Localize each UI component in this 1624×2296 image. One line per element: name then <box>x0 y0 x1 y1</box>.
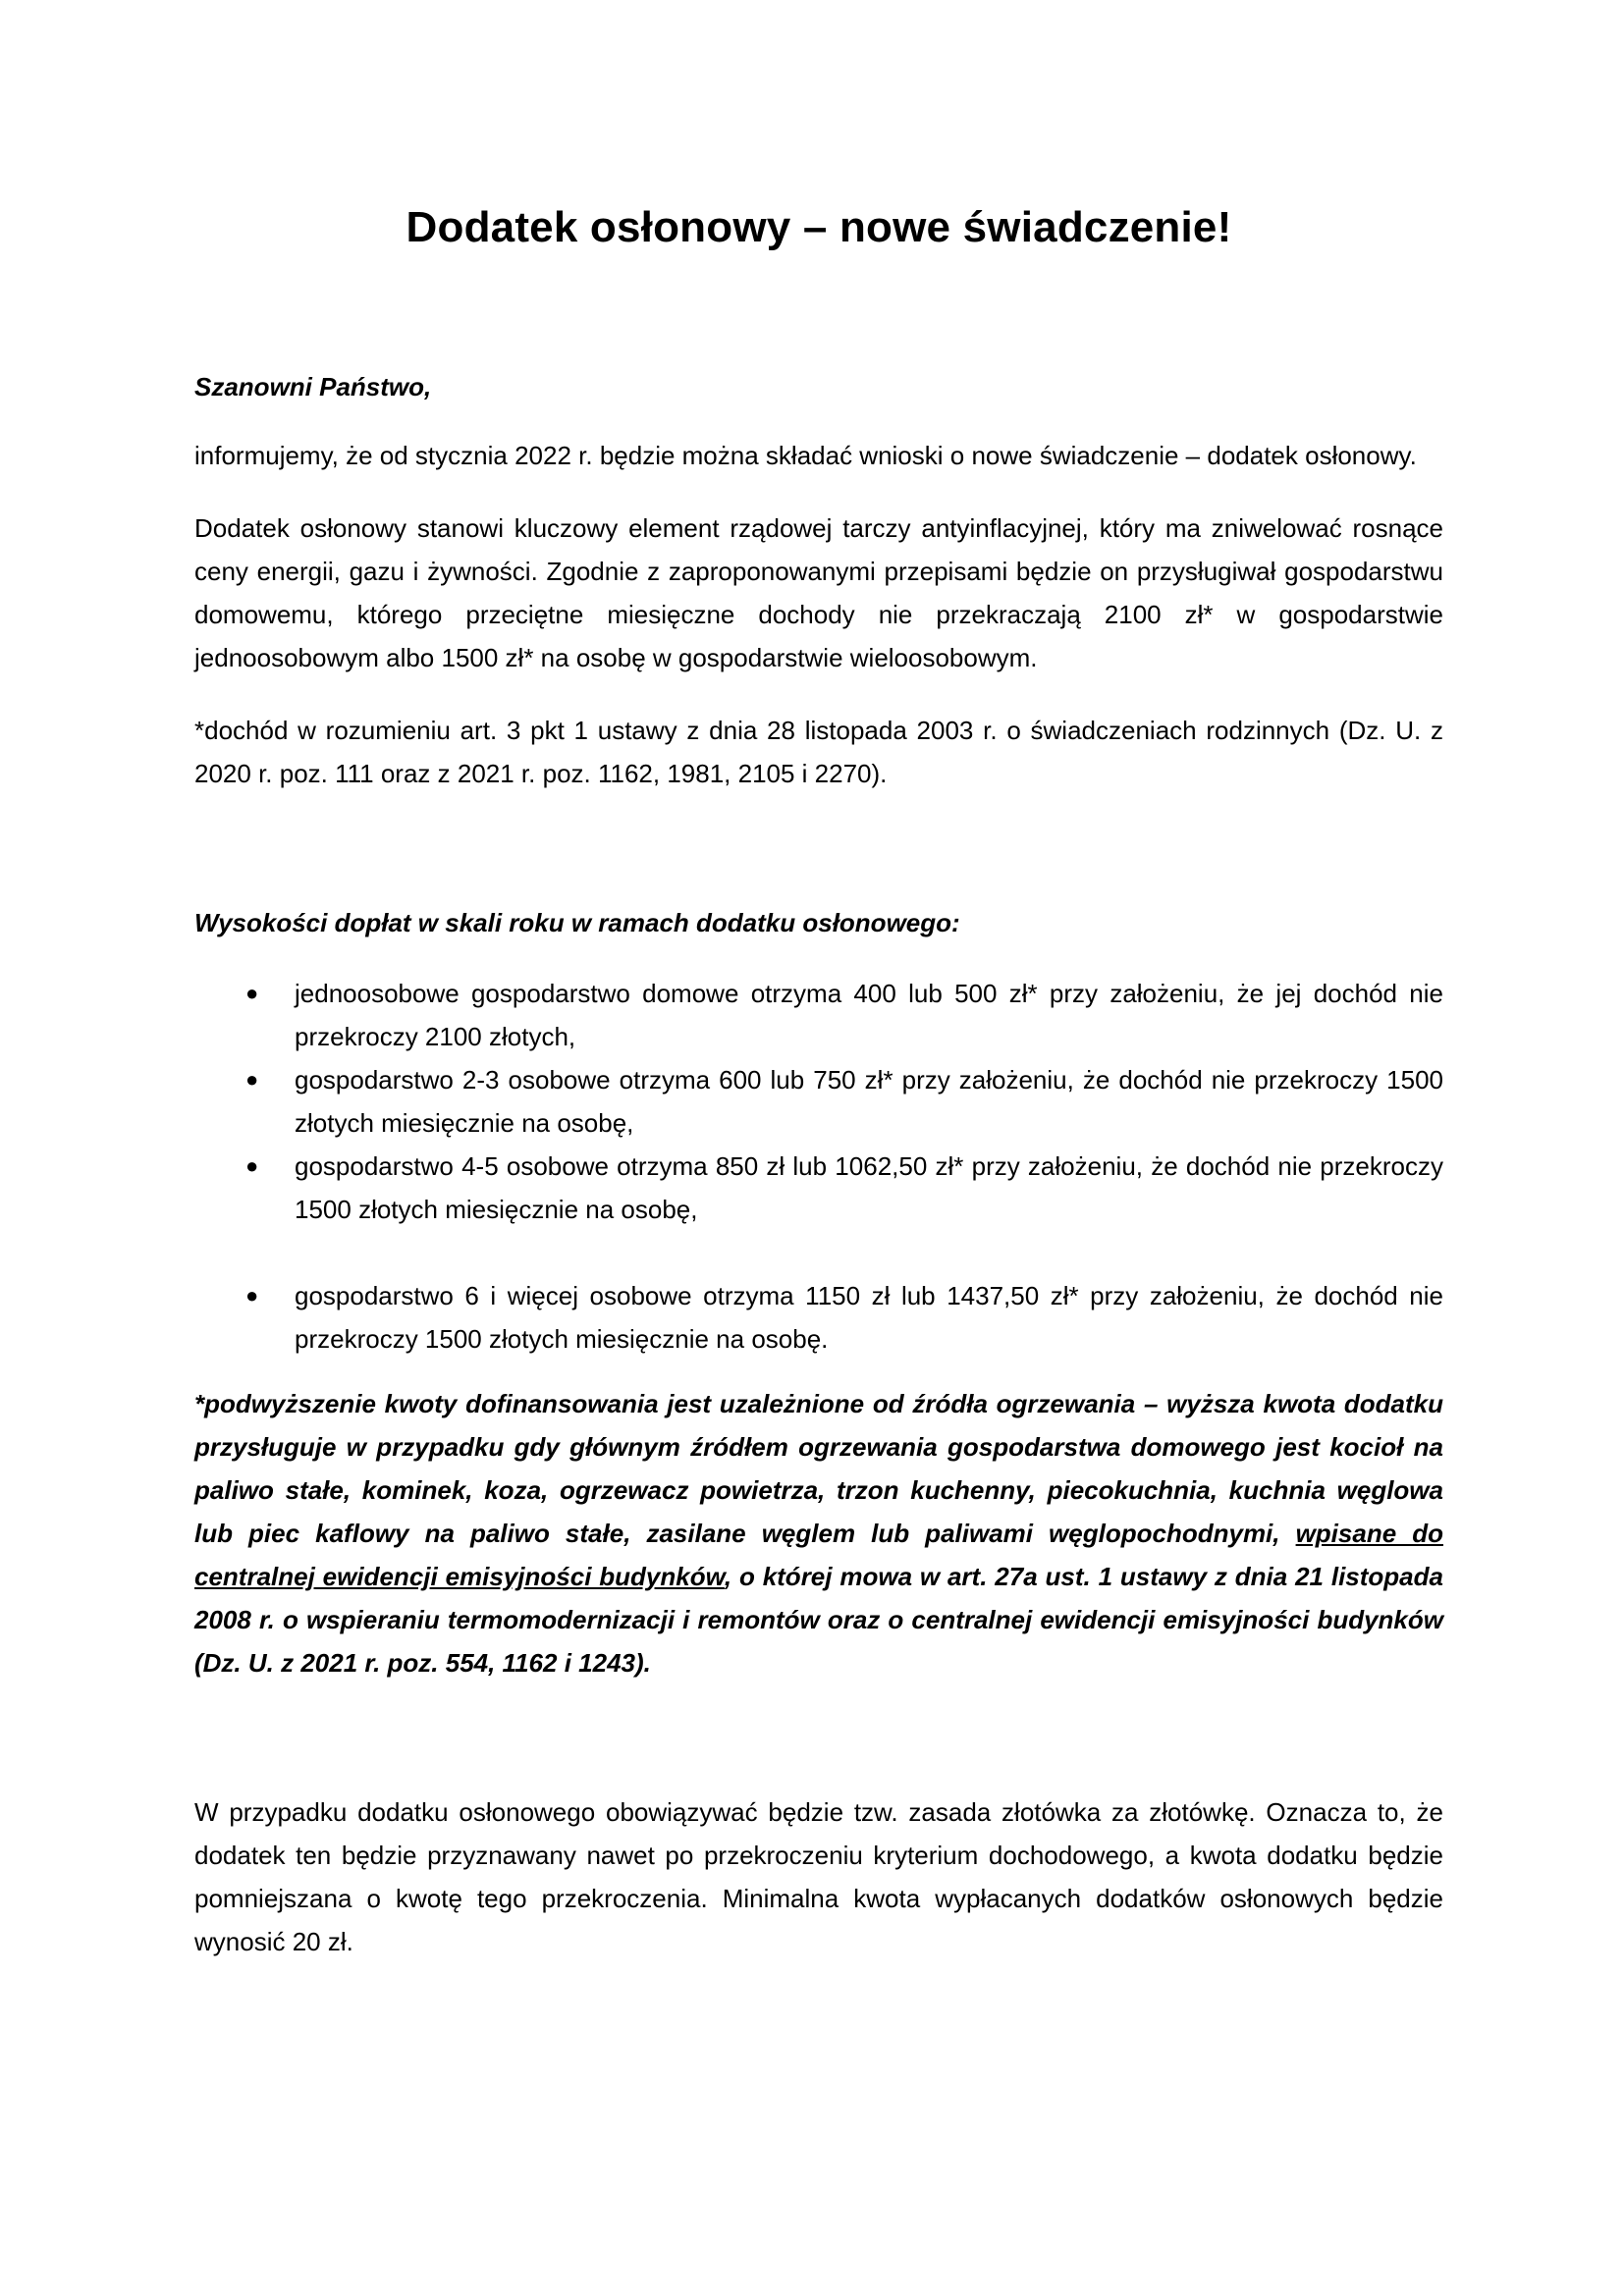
heating-note-text-end: , o której mowa w art. 27a ust. 1 ustawy z dnia 21 listopada 2008 r. o wspieraniu termomodernizacji i remontów oraz o centralnej ewidencji emisyjności budynków (Dz. U. z 2021 r. poz. 554, 1162 i 1243). <box>194 1562 1443 1678</box>
income-footnote: *dochód w rozumieniu art. 3 pkt 1 ustawy z dnia 28 listopada 2003 r. o świadczeniach rodzinnych (Dz. U. z 2020 r. poz. 111 oraz z 2021 r. poz. 1162, 1981, 2105 i 2270). <box>194 716 1443 788</box>
greeting: Szanowni Państwo, <box>194 372 432 401</box>
heating-note-text-start: *podwyższenie kwoty dofinansowania jest uzależnione od źródła ogrzewania – wyższa kwota dodatku przysługuje w przypadku gdy głównym źródłem ogrzewania gospodarstwa domowego jest kocioł na paliwo stałe, kominek, koza, ogrzewacz powietrza, trzon kuchenny, piecokuchnia, kuchnia węglowa lub piec kaflowy na paliwo stałe, zasilane węglem lub paliwami węglopochodnymi, <box>194 1389 1443 1548</box>
intro-paragraph: informujemy, że od stycznia 2022 r. będzie można składać wnioski o nowe świadczenie – dodatek osłonowy. <box>194 441 1417 470</box>
list-item-text: jednoosobowe gospodarstwo domowe otrzyma 400 lub 500 zł* przy założeniu, że jej dochód nie przekroczy 2100 złotych, <box>295 979 1443 1051</box>
emission-registry-link[interactable]: wpisane do centralnej ewidencji emisyjności budynków <box>194 1519 1443 1591</box>
list-item <box>194 972 1443 1058</box>
list-item-text: gospodarstwo 2-3 osobowe otrzyma 600 lub 750 zł* przy założeniu, że dochód nie przekroczy 1500 złotych miesięcznie na osobę, <box>295 1065 1443 1138</box>
list-item <box>194 1274 1443 1361</box>
list-item-text: gospodarstwo 4-5 osobowe otrzyma 850 zł lub 1062,50 zł* przy założeniu, że dochód nie przekroczy 1500 złotych miesięcznie na osobę, <box>295 1151 1443 1224</box>
list-item-text: gospodarstwo 6 i więcej osobowe otrzyma 1150 zł lub 1437,50 zł* przy założeniu, że dochód nie przekroczy 1500 złotych miesięcznie na osobę. <box>295 1281 1443 1354</box>
bullet-icon: ● <box>245 1067 259 1092</box>
description-paragraph: Dodatek osłonowy stanowi kluczowy element rządowej tarczy antyinflacyjnej, który ma zniwelować rosnące ceny energii, gazu i żywności. Zgodnie z zaproponowanymi przepisami będzie on przysługiwał gospodarstwu domowemu, którego przeciętne miesięczne dochody nie przekraczają 2100 zł* w gospodarstwie jednoosobowym albo 1500 zł* na osobę w gospodarstwie wieloosobowym. <box>194 513 1443 672</box>
page-title: Dodatek osłonowy – nowe świadczenie! <box>406 203 1232 251</box>
bullet-icon: ● <box>245 1153 259 1178</box>
list-item <box>194 1145 1443 1231</box>
amounts-heading: Wysokości dopłat w skali roku w ramach dodatku osłonowego: <box>194 908 960 937</box>
list-item <box>194 1058 1443 1145</box>
final-paragraph: W przypadku dodatku osłonowego obowiązywać będzie tzw. zasada złotówka za złotówkę. Oznacza to, że dodatek ten będzie przyznawany nawet po przekroczeniu kryterium dochodowego, a kwota dodatku będzie pomniejszana o kwotę tego przekroczenia. Minimalna kwota wypłacanych dodatków osłonowych będzie wynosić 20 zł. <box>194 1797 1443 1956</box>
document-content <box>194 196 1443 1963</box>
amounts-list <box>194 972 1443 1361</box>
bullet-icon: ● <box>245 981 259 1005</box>
heating-note <box>194 1382 1443 1684</box>
bullet-icon: ● <box>245 1283 259 1308</box>
